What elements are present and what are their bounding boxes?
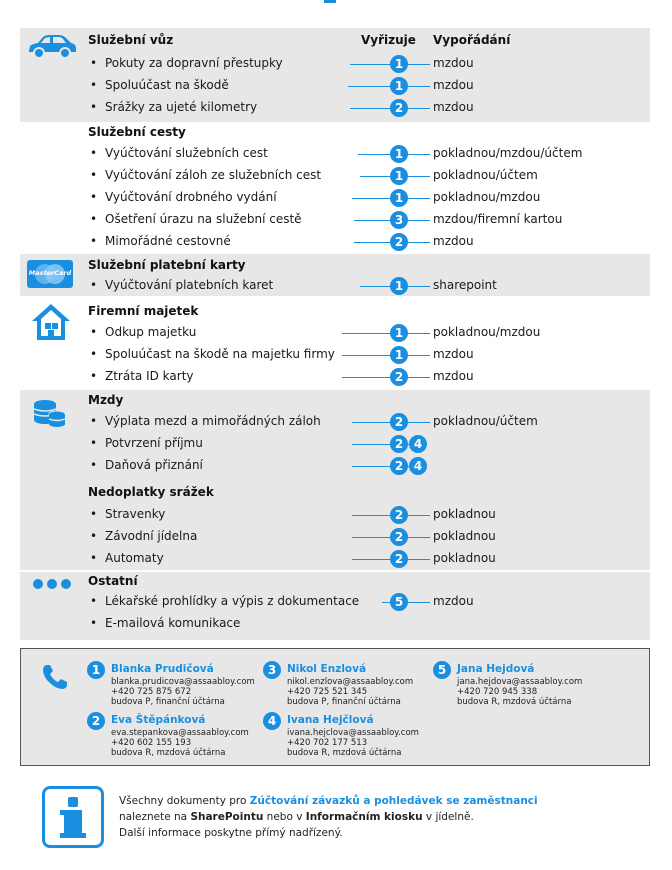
note-text: nebo v (263, 811, 306, 823)
list-item (90, 367, 650, 387)
section-payment-cards (20, 254, 650, 296)
section-title: Mzdy (88, 393, 124, 407)
bullet: • (90, 168, 98, 182)
info-stem-left (60, 810, 66, 815)
bullet: • (90, 616, 98, 630)
item-label: Mimořádné cestovné (105, 234, 235, 248)
bullet: • (90, 529, 98, 543)
note-text: naleznete na (119, 811, 191, 823)
note-line-1 (119, 795, 538, 807)
item-label: Pokuty za dopravní přestupky (105, 56, 287, 70)
note-text: Všechny dokumenty pro (119, 795, 250, 807)
item-label: Stravenky (105, 507, 169, 521)
handler-badge: 2 (390, 413, 408, 431)
item-label: Vyúčtování služebních cest (105, 146, 272, 160)
bullet: • (90, 594, 98, 608)
list-item (90, 98, 650, 118)
column-header-settlement: Vypořádání (433, 33, 511, 47)
item-label: Výplata mezd a mimořádných záloh (105, 414, 325, 428)
settlement-value: mzdou (433, 369, 474, 383)
contact-phone: +420 602 155 193 (111, 738, 192, 748)
list-item (90, 166, 650, 186)
handler-badge-secondary: 4 (409, 435, 427, 453)
list-item (90, 614, 650, 634)
car-icon (26, 34, 78, 60)
contact-office: budova P, finanční účtárna (111, 697, 225, 707)
connector-line (342, 355, 430, 356)
handler-badge: 1 (390, 324, 408, 342)
contact-number-badge: 3 (263, 661, 281, 679)
contact-phone: +420 725 521 345 (287, 687, 368, 697)
info-dot (68, 797, 78, 807)
sharepoint-label: SharePointu (190, 811, 264, 823)
note-text: v jídelně. (422, 811, 474, 823)
bullet: • (90, 369, 98, 383)
section-wages (20, 390, 650, 570)
contact-email[interactable]: ivana.hejclova@assaabloy.com (287, 728, 419, 738)
connector-line (348, 86, 430, 87)
settlement-value: mzdou (433, 347, 474, 361)
handler-badge: 1 (390, 55, 408, 73)
settlement-value: mzdou (433, 56, 474, 70)
handler-badge: 1 (390, 145, 408, 163)
house-icon (30, 302, 72, 342)
settlement-value: mzdou (433, 78, 474, 92)
bullet: • (90, 100, 98, 114)
section-title: Služební vůz (88, 33, 174, 47)
top-accent-mark (324, 0, 336, 3)
contact-name: Blanka Prudičová (111, 663, 214, 675)
handler-badge: 2 (390, 233, 408, 251)
contact-name: Ivana Hejčlová (287, 714, 374, 726)
bullet: • (90, 234, 98, 248)
item-label: Daňová přiznání (105, 458, 207, 472)
item-label: Potvrzení příjmu (105, 436, 207, 450)
item-label: Vyúčtování drobného vydání (105, 190, 281, 204)
contact-phone: +420 702 177 513 (287, 738, 368, 748)
settlement-value: mzdou (433, 100, 474, 114)
handler-badge: 1 (390, 77, 408, 95)
connector-line (342, 333, 430, 334)
contact-email[interactable]: eva.stepankova@assaabloy.com (111, 728, 249, 738)
list-item (90, 188, 650, 208)
section-title: Firemní majetek (88, 304, 199, 318)
note-highlight: Zúčtování závazků a pohledávek se zaměstnanci (249, 795, 538, 807)
section-title: Ostatní (88, 574, 138, 588)
handler-badge: 2 (390, 435, 408, 453)
contact-number-badge: 2 (87, 712, 105, 730)
handler-badge: 2 (390, 506, 408, 524)
handler-badge: 2 (390, 368, 408, 386)
connector-line (342, 377, 430, 378)
list-item (90, 276, 650, 296)
contacts-panel (20, 648, 650, 766)
section-company-property (20, 296, 650, 390)
item-label: Ztráta ID karty (105, 369, 198, 383)
list-item (90, 323, 650, 343)
list-item (90, 345, 650, 365)
item-label: Lékařské prohlídky a výpis z dokumentace (105, 594, 363, 608)
contact-name: Nikol Enzlová (287, 663, 367, 675)
list-item (90, 144, 650, 164)
subsection-title: Nedoplatky srážek (88, 485, 214, 499)
item-label: E-mailová komunikace (105, 616, 244, 630)
list-item (90, 412, 650, 432)
list-item (90, 549, 650, 569)
phone-icon (41, 663, 69, 691)
list-item (90, 592, 650, 612)
handler-badge: 1 (390, 277, 408, 295)
contact-phone: +420 725 875 672 (111, 687, 192, 697)
item-label: Závodní jídelna (105, 529, 201, 543)
list-item (90, 210, 650, 230)
mastercard-text: MasterCard (28, 269, 72, 277)
settlement-value: pokladnou (433, 529, 496, 543)
bullet: • (90, 56, 98, 70)
item-label: Vyúčtování platebních karet (105, 278, 277, 292)
item-label: Odkup majetku (105, 325, 200, 339)
list-item (90, 54, 650, 74)
coins-icon (32, 398, 66, 428)
contact-office: budova R, mzdová účtárna (457, 697, 572, 707)
item-label: Spoluúčast na škodě (105, 78, 233, 92)
settlement-value: pokladnou/mzdou (433, 190, 541, 204)
contact-email[interactable]: jana.hejdova@assaabloy.com (457, 677, 583, 687)
bullet: • (90, 551, 98, 565)
list-item (90, 76, 650, 96)
settlement-value: mzdou (433, 234, 474, 248)
settlement-value: pokladnou/mzdou (433, 325, 541, 339)
section-service-car (20, 28, 650, 122)
bullet: • (90, 212, 98, 226)
handler-badge: 1 (390, 189, 408, 207)
item-label: Automaty (105, 551, 168, 565)
info-icon (42, 786, 104, 848)
bullet: • (90, 507, 98, 521)
section-business-trips (20, 122, 650, 254)
item-label: Srážky za ujeté kilometry (105, 100, 261, 114)
contact-office: budova R, mzdová účtárna (111, 748, 226, 758)
list-item (90, 434, 650, 454)
settlement-value: mzdou/firemní kartou (433, 212, 563, 226)
bullet: • (90, 78, 98, 92)
section-title: Služební cesty (88, 125, 186, 139)
list-item (90, 527, 650, 547)
section-other (20, 570, 650, 640)
handler-badge: 1 (390, 346, 408, 364)
bullet: • (90, 458, 98, 472)
column-header-handles: Vyřizuje (361, 33, 416, 47)
contact-number-badge: 4 (263, 712, 281, 730)
contact-office: budova P, finanční účtárna (287, 697, 401, 707)
handler-badge: 2 (390, 99, 408, 117)
settlement-value: mzdou (433, 594, 474, 608)
info-base (60, 833, 86, 838)
bullet: • (90, 146, 98, 160)
note-line-2 (119, 811, 474, 823)
dots-icon (32, 578, 72, 590)
list-item (90, 456, 650, 476)
contact-phone: +420 720 945 338 (457, 687, 538, 697)
item-label: Ošetření úrazu na služební cestě (105, 212, 306, 226)
bullet: • (90, 190, 98, 204)
bullet: • (90, 278, 98, 292)
contact-number-badge: 5 (433, 661, 451, 679)
contact-office: budova R, mzdová účtárna (287, 748, 402, 758)
bullet: • (90, 325, 98, 339)
handler-badge-secondary: 4 (409, 457, 427, 475)
contact-email[interactable]: nikol.enzlova@assaabloy.com (287, 677, 414, 687)
handler-badge: 2 (390, 528, 408, 546)
handler-badge: 5 (390, 593, 408, 611)
mastercard-icon (27, 260, 73, 288)
handler-badge: 1 (390, 167, 408, 185)
handler-badge: 3 (390, 211, 408, 229)
contact-name: Jana Hejdová (457, 663, 535, 675)
list-item (90, 505, 650, 525)
item-label: Spoluúčast na škodě na majetku firmy (105, 347, 339, 361)
list-item (90, 232, 650, 252)
handler-badge: 2 (390, 457, 408, 475)
settlement-value: sharepoint (433, 278, 497, 292)
contact-name: Eva Štěpánková (111, 714, 206, 726)
handler-badge: 2 (390, 550, 408, 568)
section-title: Služební platební karty (88, 258, 246, 272)
note-line-3: Další informace poskytne přímý nadřízený. (119, 827, 343, 839)
contact-number-badge: 1 (87, 661, 105, 679)
settlement-value: pokladnou/účtem (433, 168, 538, 182)
bullet: • (90, 436, 98, 450)
contact-email[interactable]: blanka.prudicova@assaabloy.com (111, 677, 255, 687)
settlement-value: pokladnou (433, 551, 496, 565)
bullet: • (90, 347, 98, 361)
bullet: • (90, 414, 98, 428)
settlement-value: pokladnou/účtem (433, 414, 538, 428)
kiosk-label: Informačním kiosku (305, 811, 423, 823)
settlement-value: pokladnou (433, 507, 496, 521)
settlement-value: pokladnou/mzdou/účtem (433, 146, 583, 160)
item-label: Vyúčtování záloh ze služebních cest (105, 168, 325, 182)
